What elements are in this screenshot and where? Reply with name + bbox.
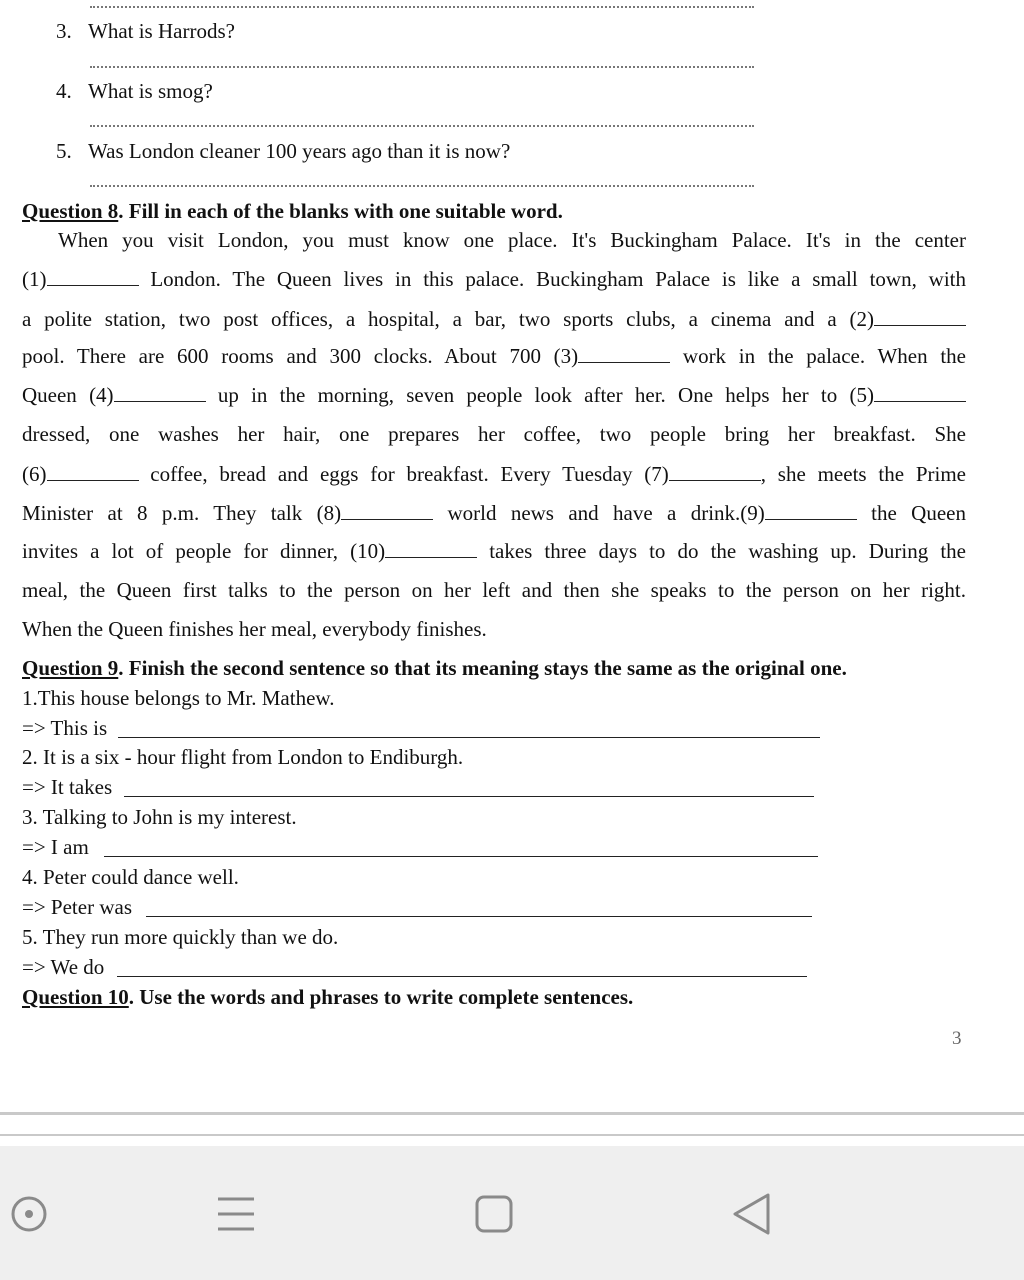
transformation-prompt: => It takes <box>22 775 113 799</box>
page-separator <box>0 1134 1024 1136</box>
home-icon <box>466 1186 522 1242</box>
question-item: 5. Was London cleaner 100 years ago than it is now? <box>56 139 511 163</box>
fill-blank[interactable] <box>47 462 139 481</box>
fill-blank[interactable] <box>669 462 761 481</box>
fill-blank[interactable] <box>114 383 206 402</box>
transformation-sentence: 4. Peter could dance well. <box>22 865 239 889</box>
page-separator <box>0 1112 1024 1115</box>
passage-line: When you visit London, you must know one place. It's Buckingham Palace. It's in the center <box>58 228 966 252</box>
back-icon <box>724 1186 780 1242</box>
transformation-sentence: 5. They run more quickly than we do. <box>22 925 339 949</box>
transformation-sentence: 2. It is a six - hour flight from London to Endiburgh. <box>22 745 464 769</box>
passage-line: (6) coffee, bread and eggs for breakfast. Every Tuesday (7) , she meets the Prime <box>22 462 966 486</box>
question-9-heading: Question 9. Finish the second sentence so that its meaning stays the same as the original one. <box>22 656 847 680</box>
transformation-prompt: => We do <box>22 955 105 979</box>
fill-blank[interactable] <box>578 344 670 363</box>
fill-blank[interactable] <box>385 539 477 558</box>
answer-dotted-line <box>90 6 754 8</box>
fill-blank[interactable] <box>341 501 433 520</box>
answer-line[interactable] <box>104 856 818 857</box>
answer-line[interactable] <box>117 976 807 977</box>
fill-blank[interactable] <box>765 501 857 520</box>
transformation-sentence: 1.This house belongs to Mr. Mathew. <box>22 686 335 710</box>
page-number: 3 <box>952 1028 962 1049</box>
passage-line: Minister at 8 p.m. They talk (8) world news and have a drink.(9) the Queen <box>22 501 966 525</box>
answer-dotted-line <box>90 185 754 187</box>
passage-line: (1) London. The Queen lives in this palace. Buckingham Palace is like a small town, with <box>22 267 966 291</box>
passage-line: When the Queen finishes her meal, everybody finishes. <box>22 617 487 641</box>
transformation-sentence: 3. Talking to John is my interest. <box>22 805 297 829</box>
recent-apps-icon <box>208 1186 264 1242</box>
passage-line: meal, the Queen first talks to the person on her left and then she speaks to the person on her right. <box>22 578 966 602</box>
question-10-heading: Question 10. Use the words and phrases to write complete sentences. <box>22 985 634 1009</box>
question-8-heading: Question 8. Fill in each of the blanks with one suitable word. <box>22 199 563 223</box>
passage-line: pool. There are 600 rooms and 300 clocks. About 700 (3) work in the palace. When the <box>22 344 966 368</box>
recent-apps-button[interactable] <box>208 1186 264 1242</box>
transformation-prompt: => This is <box>22 716 108 740</box>
answer-dotted-line <box>90 125 754 127</box>
passage-line: Queen (4) up in the morning, seven people look after her. One helps her to (5) <box>22 382 966 408</box>
passage-line: invites a lot of people for dinner, (10) takes three days to do the washing up. During the <box>22 539 966 563</box>
question-item: 4. What is smog? <box>56 79 213 103</box>
answer-line[interactable] <box>146 916 812 917</box>
passage-line: dressed, one washes her hair, one prepares her coffee, two people bring her breakfast. She <box>22 422 966 446</box>
passage-line: a polite station, two post offices, a hospital, a bar, two sports clubs, a cinema and a (2) <box>22 306 966 332</box>
answer-line[interactable] <box>124 796 814 797</box>
accessibility-button[interactable] <box>0 1186 56 1242</box>
transformation-prompt: => Peter was <box>22 895 132 919</box>
answer-dotted-line <box>90 66 754 68</box>
fill-blank[interactable] <box>874 307 966 326</box>
answer-line[interactable] <box>118 737 820 738</box>
fill-blank[interactable] <box>874 383 966 402</box>
accessibility-icon <box>0 1186 56 1242</box>
system-navigation-bar <box>0 1146 1024 1280</box>
question-item: 3. What is Harrods? <box>56 19 235 43</box>
back-button[interactable] <box>724 1186 780 1242</box>
fill-blank[interactable] <box>47 267 139 286</box>
home-button[interactable] <box>466 1186 522 1242</box>
transformation-prompt: => I am <box>22 835 89 859</box>
